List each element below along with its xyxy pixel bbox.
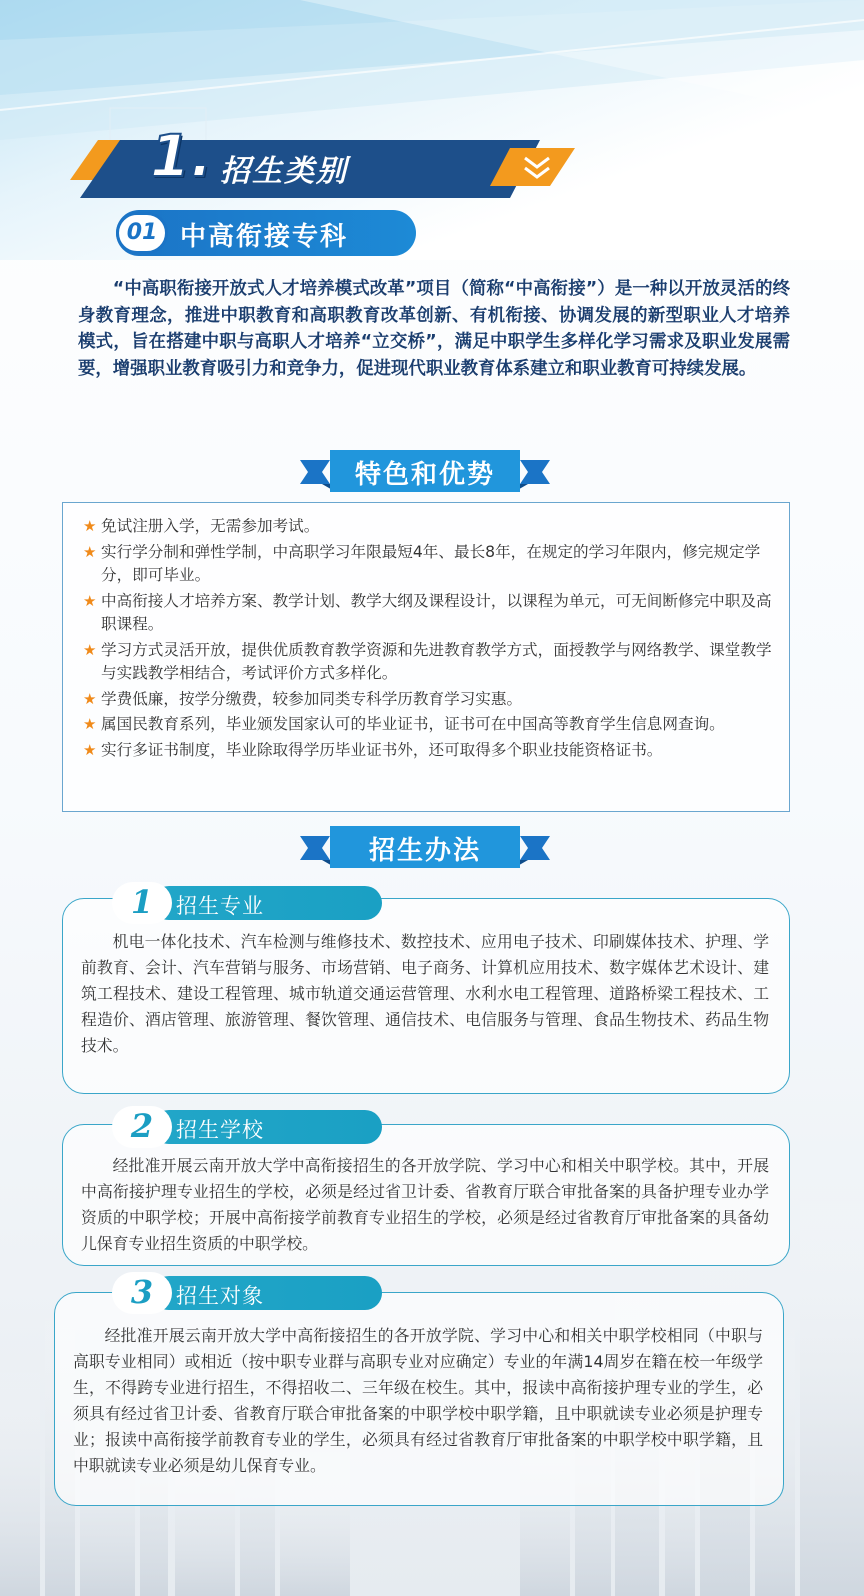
- features-heading: 特色和优势: [354, 460, 495, 490]
- targets-tag-number: 3: [112, 1272, 172, 1314]
- section-header: [70, 118, 590, 208]
- star-icon: ★: [83, 640, 97, 659]
- star-icon: ★: [83, 689, 97, 708]
- star-icon: ★: [83, 740, 97, 759]
- feature-item: ★ 学费低廉，按学分缴费，较参加同类专科学历教育学习实惠。: [83, 688, 773, 712]
- features-box: [62, 502, 790, 812]
- feature-item: ★ 属国民教育系列，毕业颁发国家认可的毕业证书，证书可在中国高等教育学生信息网查询。: [83, 713, 773, 737]
- section-title: 招生类别: [220, 154, 348, 189]
- majors-tag-label: 招生专业: [176, 894, 264, 918]
- majors-tag-number: 1: [112, 882, 172, 924]
- features-ribbon: [300, 446, 550, 496]
- majors-box: [62, 898, 790, 1094]
- majors-tag: [112, 880, 392, 920]
- methods-ribbon: [300, 822, 550, 872]
- majors-text: 机电一体化技术、汽车检测与维修技术、数控技术、应用电子技术、印刷媒体技术、护理、学前教育、会计、汽车营销与服务、市场营销、电子商务、计算机应用技术、数字媒体艺术设计、建筑工程技术、建设工程管理、城市轨道交通运营管理、水利水电工程管理、道路桥梁工程技术、工程造价、酒店管理、旅游管理、餐饮管理、通信技术、电信服务与管理、食品生物技术、药品生物技术。: [81, 932, 769, 1055]
- feature-item: ★ 免试注册入学，无需参加考试。: [83, 515, 773, 539]
- targets-text: 经批准开展云南开放大学中高衔接招生的各开放学院、学习中心和相关中职学校相同（中职与高职专业相同）或相近（按中职专业群与高职专业对应确定）专业的年满14周岁在籍在校一年级学生，不得跨专业进行招生，不得招收二、三年级在校生。其中，报读中高衔接护理专业的学生，必须具有经过省卫计委、省教育厅联合审批备案的中职学校中职学籍，且中职就读专业必须是护理专业；报读中高衔接学前教育专业的学生，必须具有经过省教育厅审批备案的中职学校中职学籍，且中职就读专业必须是幼儿保育专业。: [73, 1326, 763, 1475]
- feature-item: ★ 学习方式灵活开放，提供优质教育教学资源和先进教育教学方式，面授教学与网络教学、课堂教学与实践教学相结合，考试评价方式多样化。: [83, 640, 772, 682]
- star-icon: ★: [83, 542, 97, 561]
- schools-tag-label: 招生学校: [176, 1118, 264, 1142]
- section-number: 1.: [150, 122, 213, 190]
- subsection-title: 中高衔接专科: [180, 222, 349, 252]
- targets-box: [54, 1292, 784, 1506]
- schools-box: [62, 1124, 790, 1266]
- intro-paragraph: “中高职衔接开放式人才培养模式改革”项目（简称“中高衔接”）是一种以开放灵活的终身教育理念，推进中职教育和高职教育改革创新、有机衔接、协调发展的新型职业人才培养模式，旨在搭建中职与高职人才培养“立交桥”，满足中职学生多样化学习需求及职业发展需要，增强职业教育吸引力和竞争力，促进现代职业教育体系建立和职业教育可持续发展。: [78, 279, 790, 379]
- feature-item: ★ 中高衔接人才培养方案、教学计划、教学大纲及课程设计，以课程为单元，可无间断修完中职及高职课程。: [83, 591, 772, 633]
- schools-text: 经批准开展云南开放大学中高衔接招生的各开放学院、学习中心和相关中职学校。其中，开展中高衔接护理专业招生的学校，必须是经过省卫计委、省教育厅联合审批备案的具备护理专业办学资质的中职学校；开展中高衔接学前教育专业招生的学校，必须是经过省教育厅审批备案的具备幼儿保育专业招生资质的中职学校。: [81, 1156, 769, 1253]
- subsection-number-badge: [116, 212, 168, 254]
- subsection-number: 01: [126, 220, 158, 245]
- schools-tag-number: 2: [112, 1106, 172, 1148]
- star-icon: ★: [83, 591, 97, 610]
- star-icon: ★: [83, 517, 97, 535]
- methods-heading: 招生办法: [368, 836, 481, 866]
- schools-tag: [112, 1104, 392, 1144]
- feature-item: ★ 实行多证书制度，毕业除取得学历毕业证书外，还可取得多个职业技能资格证书。: [83, 739, 773, 763]
- feature-item: ★ 实行学分制和弹性学制，中高职学习年限最短4年、最长8年，在规定的学习年限内，修完规定学分，即可毕业。: [83, 542, 761, 584]
- targets-tag: [112, 1270, 392, 1310]
- star-icon: ★: [83, 715, 97, 733]
- features-list: [83, 515, 773, 762]
- targets-tag-label: 招生对象: [176, 1284, 264, 1308]
